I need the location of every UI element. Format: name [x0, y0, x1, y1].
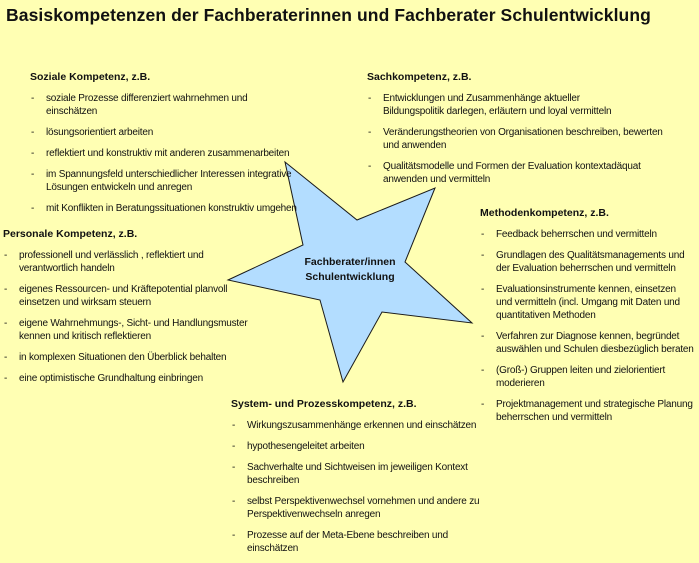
item-list	[3, 249, 253, 385]
list-item: - Wirkungszusammenhänge erkennen und einschätzen	[231, 419, 501, 432]
list-item: - Entwicklungen und Zusammenhänge aktueller Bildungspolitik darlegen, erläutern und loyal vermitteln	[367, 92, 629, 118]
section-soziale-kompetenz	[30, 71, 300, 223]
list-item: - soziale Prozesse differenziert wahrnehmen und einschätzen	[30, 92, 300, 118]
section-heading: System- und Prozesskompetenz, z.B.	[231, 398, 417, 410]
list-item: - im Spannungsfeld unterschiedlicher Interessen integrative Lösungen entwickeln und anregen	[30, 168, 302, 194]
list-item: - reflektiert und konstruktiv mit anderen zusammenarbeiten	[30, 147, 300, 160]
list-item: - Feedback beherrschen und vermitteln	[480, 228, 698, 241]
list-item: - Prozesse auf der Meta-Ebene beschreiben und einschätzen	[231, 529, 501, 555]
section-heading: Methodenkompetenz, z.B.	[480, 207, 609, 219]
item-list	[480, 228, 698, 424]
item-list	[30, 92, 300, 215]
list-item: - hypothesengeleitet arbeiten	[231, 440, 501, 453]
list-item: - Projektmanagement und strategische Planung beherrschen und vermitteln	[480, 398, 696, 424]
section-methodenkompetenz	[480, 207, 698, 432]
list-item: - mit Konflikten in Beratungssituationen konstruktiv umgehen	[30, 202, 300, 215]
list-item: - Qualitätsmodelle und Formen der Evaluation kontextadäquat anwenden und vermitteln	[367, 160, 651, 186]
center-label-line2: Schulentwicklung	[305, 271, 395, 283]
page-title: Basiskompetenzen der Fachberaterinnen und Fachberater Schulentwicklung	[6, 5, 651, 25]
section-sachkompetenz	[367, 71, 663, 194]
section-system-prozesskompetenz	[231, 398, 501, 563]
center-label-line1: Fachberater/innen	[304, 256, 396, 268]
list-item: - lösungsorientiert arbeiten	[30, 126, 300, 139]
list-item: - Grundlagen des Qualitätsmanagements und der Evaluation beherrschen und vermitteln	[480, 249, 698, 275]
list-item: - (Groß-) Gruppen leiten und zielorientiert moderieren	[480, 364, 666, 390]
list-item: - eigenes Ressourcen- und Kräftepotential planvoll einsetzen und wirksam steuern	[3, 283, 229, 309]
item-list	[231, 419, 501, 555]
section-heading: Sachkompetenz, z.B.	[367, 71, 472, 83]
item-list	[367, 92, 663, 186]
list-item: - eine optimistische Grundhaltung einbringen	[3, 372, 253, 385]
list-item: - professionell und verlässlich , reflektiert und verantwortlich handeln	[3, 249, 219, 275]
list-item: - Evaluationsinstrumente kennen, einsetzen und vermitteln (incl. Umgang mit Daten und quantitativen Methoden	[480, 283, 688, 322]
list-item: - Verfahren zur Diagnose kennen, begründet auswählen und Schulen diesbezüglich beraten	[480, 330, 698, 356]
list-item: - Veränderungstheorien von Organisationen beschreiben, bewerten und anwenden	[367, 126, 665, 152]
section-heading: Soziale Kompetenz, z.B.	[30, 71, 151, 83]
list-item: - in komplexen Situationen den Überblick behalten	[3, 351, 253, 364]
section-heading: Personale Kompetenz, z.B.	[3, 228, 138, 240]
list-item: - eigene Wahrnehmungs-, Sicht- und Handlungsmuster kennen und kritisch reflektieren	[3, 317, 251, 343]
section-personale-kompetenz	[3, 228, 253, 393]
list-item: - selbst Perspektivenwechsel vornehmen und andere zu Perspektivenwechseln anregen	[231, 495, 495, 521]
list-item: - Sachverhalte und Sichtweisen im jeweiligen Kontext beschreiben	[231, 461, 483, 487]
center-label	[290, 255, 410, 285]
